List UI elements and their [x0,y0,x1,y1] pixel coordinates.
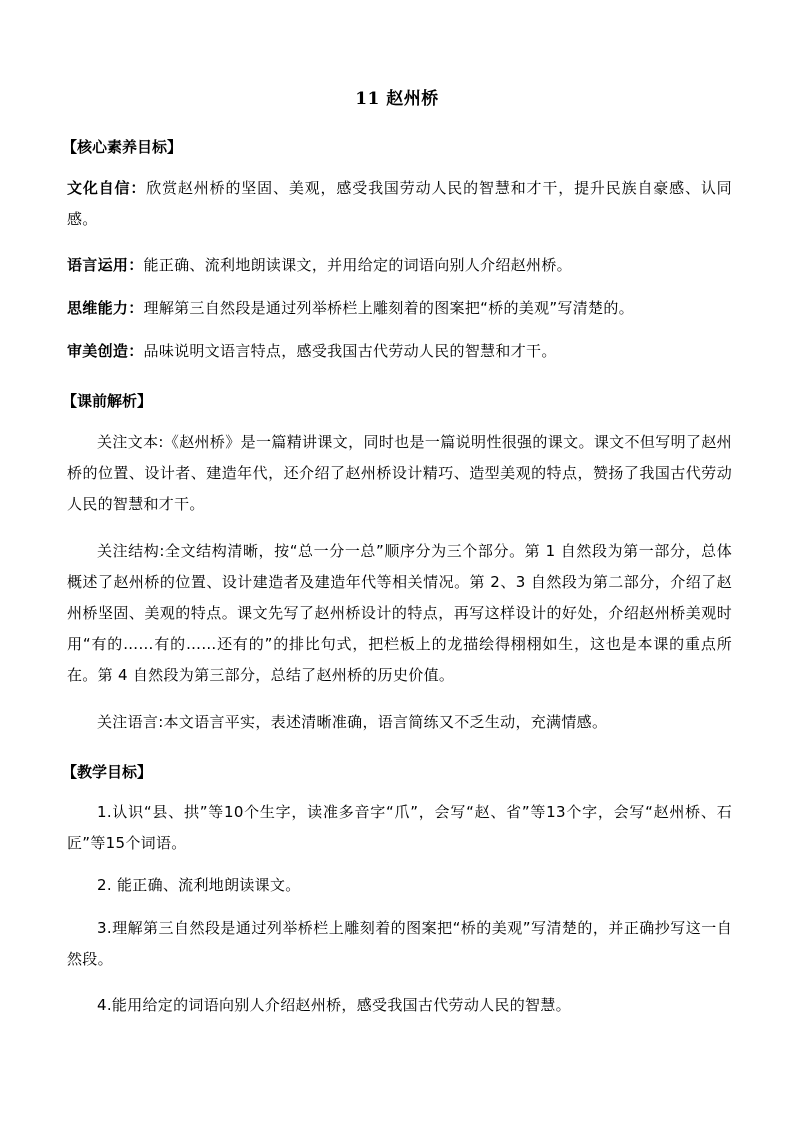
teaching-goal-item: 1.认识“县、拱”等10个生字，读准多音字“爪”，会写“赵、省”等13个字，会写“赵州桥、石匠”等15个词语。 [67,803,732,852]
teaching-goal-item: 4.能用给定的词语向别人介绍赵州桥，感受我国古代劳动人民的智慧。 [97,996,571,1014]
teaching-goal-item: 2. 能正确、流利地朗读课文。 [97,876,301,894]
analysis-text-paragraph: 关注文本:《赵州桥》是一篇精讲课文，同时也是一篇说明性很强的课文。课文不但写明了赵州桥的位置、设计者、建造年代，还介绍了赵州桥设计精巧、造型美观的特点，赞扬了我国古代劳动人民的智慧和才干。 [67,433,732,513]
goal-language [67,250,732,281]
section-heading-analysis: 【课前解析】 [62,392,153,410]
goal-aesthetic [67,336,732,367]
analysis-language-paragraph: 关注语言:本文语言平实，表述清晰准确，语言简练又不乏生动，充满情感。 [97,713,608,731]
page-title: 11 赵州桥 [355,89,439,109]
section-heading-teaching-goals: 【教学目标】 [62,763,153,781]
goal-text: 能正确、流利地朗读课文，并用给定的词语向别人介绍赵州桥。 [143,256,572,274]
goal-label: 思维能力： [67,299,144,317]
teaching-goal-item: 3.理解第三自然段是通过列举桥栏上雕刻着的图案把“桥的美观”写清楚的，并正确抄写这一自然段。 [67,919,732,968]
analysis-structure-paragraph: 关注结构:全文结构清晰，按“总一分一总”顺序分为三个部分。第 1 自然段为第一部分，总体概述了赵州桥的位置、设计建造者及建造年代等相关情况。第 2、3 自然段为第二部分，介绍了赵州桥坚固、美观的特点。课文先写了赵州桥设计的特点，再写这样设计的好处，介绍赵州桥美观时用“有的……有的……还有的”的排比句式，把栏板上的龙描绘得栩栩如生，这也是本课的重点所在。第 4 自然段为第三部分，总结了赵州桥的历史价值。 [67,542,732,684]
goal-text: 理解第三自然段是通过列举桥栏上雕刻着的图案把“桥的美观”写清楚的。 [143,299,634,317]
goal-label: 语言运用： [67,256,144,274]
goal-thinking [67,293,732,324]
goal-text: 品味说明文语言特点，感受我国古代劳动人民的智慧和才干。 [143,342,557,360]
goal-text: 欣赏赵州桥的坚固、美观，感受我国劳动人民的智慧和才干，提升民族自豪感、认同感。 [67,179,732,228]
goal-culture [67,173,732,235]
goal-label: 审美创造： [67,342,144,360]
goal-label: 文化自信： [67,179,147,197]
section-heading-core-goals: 【核心素养目标】 [62,138,183,156]
